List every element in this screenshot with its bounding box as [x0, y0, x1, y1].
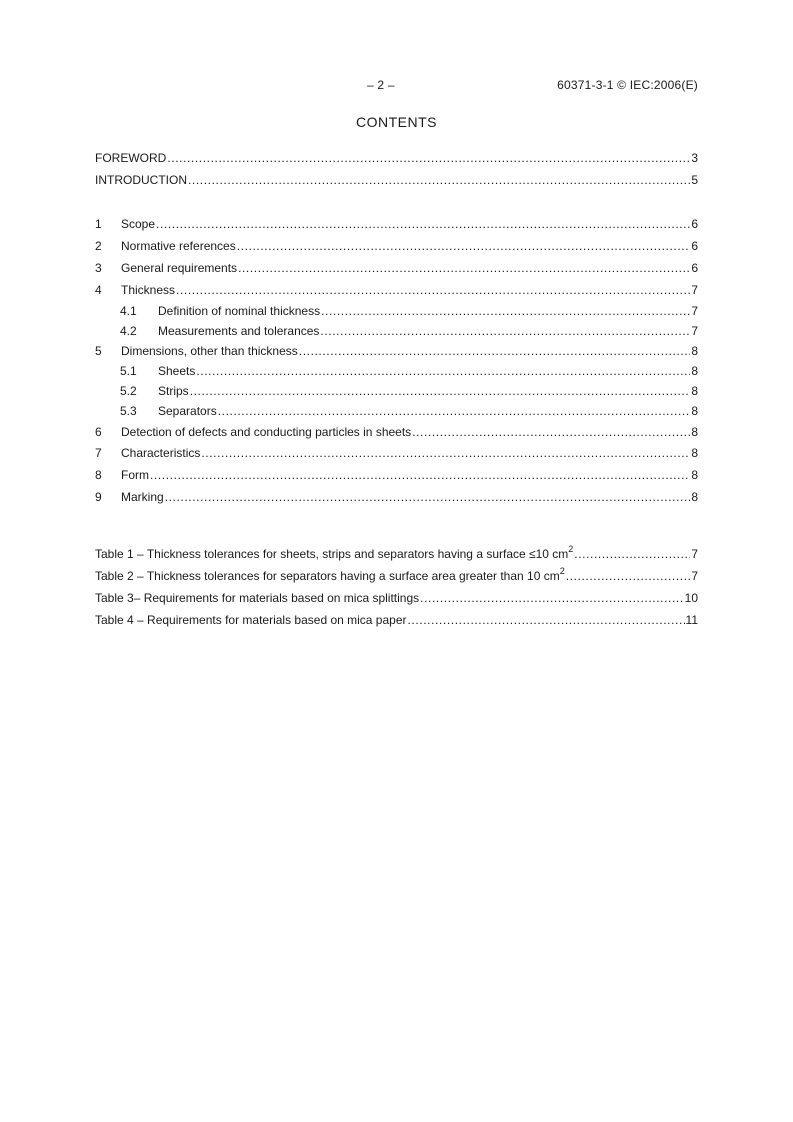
toc-entry-clause-4-1[interactable]: [120, 303, 698, 319]
dot-leader: [176, 282, 690, 298]
toc-page: 8: [691, 490, 698, 504]
toc-label: Normative references: [121, 239, 236, 253]
toc-label: Dimensions, other than thickness: [121, 344, 298, 358]
toc-entry-table-4[interactable]: [95, 612, 698, 628]
toc-entry-clause-8[interactable]: [95, 467, 698, 483]
toc-page: 8: [691, 446, 698, 460]
toc-number: 6: [95, 425, 102, 439]
dot-leader: [566, 568, 691, 584]
dot-leader: [412, 424, 690, 440]
dot-leader: [237, 238, 691, 254]
toc-page: 7: [691, 283, 698, 297]
toc-number: 7: [95, 446, 102, 460]
toc-label: General requirements: [121, 261, 238, 275]
superscript: 2: [568, 544, 574, 554]
dot-leader: [321, 303, 690, 319]
toc-page: 6: [691, 261, 698, 275]
toc-label: Table 4 – Requirements for materials based on mica paper: [95, 613, 407, 627]
toc-number: 5.1: [120, 364, 137, 378]
dot-leader: [420, 590, 683, 606]
dot-leader: [196, 363, 690, 379]
toc-number: 1: [95, 217, 102, 231]
toc-entry-clause-5-3[interactable]: [120, 403, 698, 419]
toc-entry-clause-7[interactable]: [95, 445, 698, 461]
toc-label: Scope: [121, 217, 156, 231]
toc-label: Separators: [158, 404, 217, 418]
toc-number: 4: [95, 283, 102, 297]
toc-page: 7: [691, 304, 698, 318]
toc-entry-clause-3[interactable]: [95, 260, 698, 276]
toc-page: 8: [691, 384, 698, 398]
toc-entry-clause-2[interactable]: [95, 238, 698, 254]
toc-number: 4.1: [120, 304, 137, 318]
toc-page: 6: [691, 217, 698, 231]
toc-entry-clause-5-1[interactable]: [120, 363, 698, 379]
toc-page: 11: [685, 613, 698, 627]
toc-label: Table 3– Requirements for materials based on mica splittings: [95, 591, 420, 605]
toc-label: Form: [121, 468, 149, 482]
dot-leader: [167, 150, 690, 166]
toc-page: 7: [691, 569, 698, 583]
toc-number: 4.2: [120, 324, 137, 338]
toc-label: INTRODUCTION: [95, 173, 187, 187]
toc-page: 8: [691, 425, 698, 439]
dot-leader: [201, 445, 690, 461]
toc-page: 8: [691, 404, 698, 418]
dot-leader: [190, 383, 691, 399]
toc-label: Thickness: [121, 283, 176, 297]
toc-label: Table 2 – Thickness tolerances for separators having a surface area greater than 10 $cm^2$: [95, 566, 565, 583]
toc-page: 6: [691, 239, 698, 253]
toc-page: 8: [691, 468, 698, 482]
toc-label: Definition of nominal thickness: [158, 304, 321, 318]
toc-label: Sheets: [158, 364, 196, 378]
dot-leader: [156, 216, 690, 232]
toc-entry-clause-4[interactable]: [95, 282, 698, 298]
toc-entry-clause-5-2[interactable]: [120, 383, 698, 399]
toc-entry-clause-5[interactable]: [95, 343, 698, 359]
toc-entry-clause-9[interactable]: [95, 489, 698, 505]
toc-label: FOREWORD: [95, 151, 167, 165]
page-number: – 2 –: [367, 78, 395, 92]
toc-page: 8: [691, 344, 698, 358]
toc-number: 9: [95, 490, 102, 504]
toc-number: 8: [95, 468, 102, 482]
dot-leader: [165, 489, 691, 505]
superscript: 2: [559, 566, 565, 576]
toc-entry-table-1[interactable]: [95, 546, 698, 562]
toc-entry-clause-6[interactable]: [95, 424, 698, 440]
toc-number: 5.2: [120, 384, 137, 398]
dot-leader: [299, 343, 691, 359]
toc-label: Measurements and tolerances: [158, 324, 320, 338]
toc-entry-clause-1[interactable]: [95, 216, 698, 232]
dot-leader: [238, 260, 690, 276]
toc-entry-foreword[interactable]: [95, 150, 698, 166]
toc-number: 3: [95, 261, 102, 275]
document-reference: 60371-3-1 © IEC:2006(E): [557, 78, 698, 92]
toc-number: 5: [95, 344, 102, 358]
toc-label: Table 1 – Thickness tolerances for sheets, strips and separators having a surface ≤10 $cm^2$: [95, 544, 574, 561]
toc-number: 2: [95, 239, 102, 253]
dot-leader: [150, 467, 690, 483]
dot-leader: [218, 403, 691, 419]
toc-page: 8: [691, 364, 698, 378]
contents-title: CONTENTS: [356, 114, 437, 130]
toc-page: 5: [691, 173, 698, 187]
toc-number: 5.3: [120, 404, 137, 418]
toc-entry-introduction[interactable]: [95, 172, 698, 188]
toc-label: Strips: [158, 384, 189, 398]
toc-label: Detection of defects and conducting particles in sheets: [121, 425, 412, 439]
dot-leader: [320, 323, 690, 339]
dot-leader: [188, 172, 690, 188]
dot-leader: [574, 546, 690, 562]
toc-page: 3: [691, 151, 698, 165]
toc-label: Characteristics: [121, 446, 201, 460]
toc-page: 10: [684, 591, 698, 605]
dot-leader: [408, 612, 685, 628]
toc-page: 7: [691, 547, 698, 561]
toc-page: 7: [691, 324, 698, 338]
toc-entry-table-2[interactable]: [95, 568, 698, 584]
toc-entry-table-3[interactable]: [95, 590, 698, 606]
toc-label: Marking: [121, 490, 164, 504]
toc-entry-clause-4-2[interactable]: [120, 323, 698, 339]
